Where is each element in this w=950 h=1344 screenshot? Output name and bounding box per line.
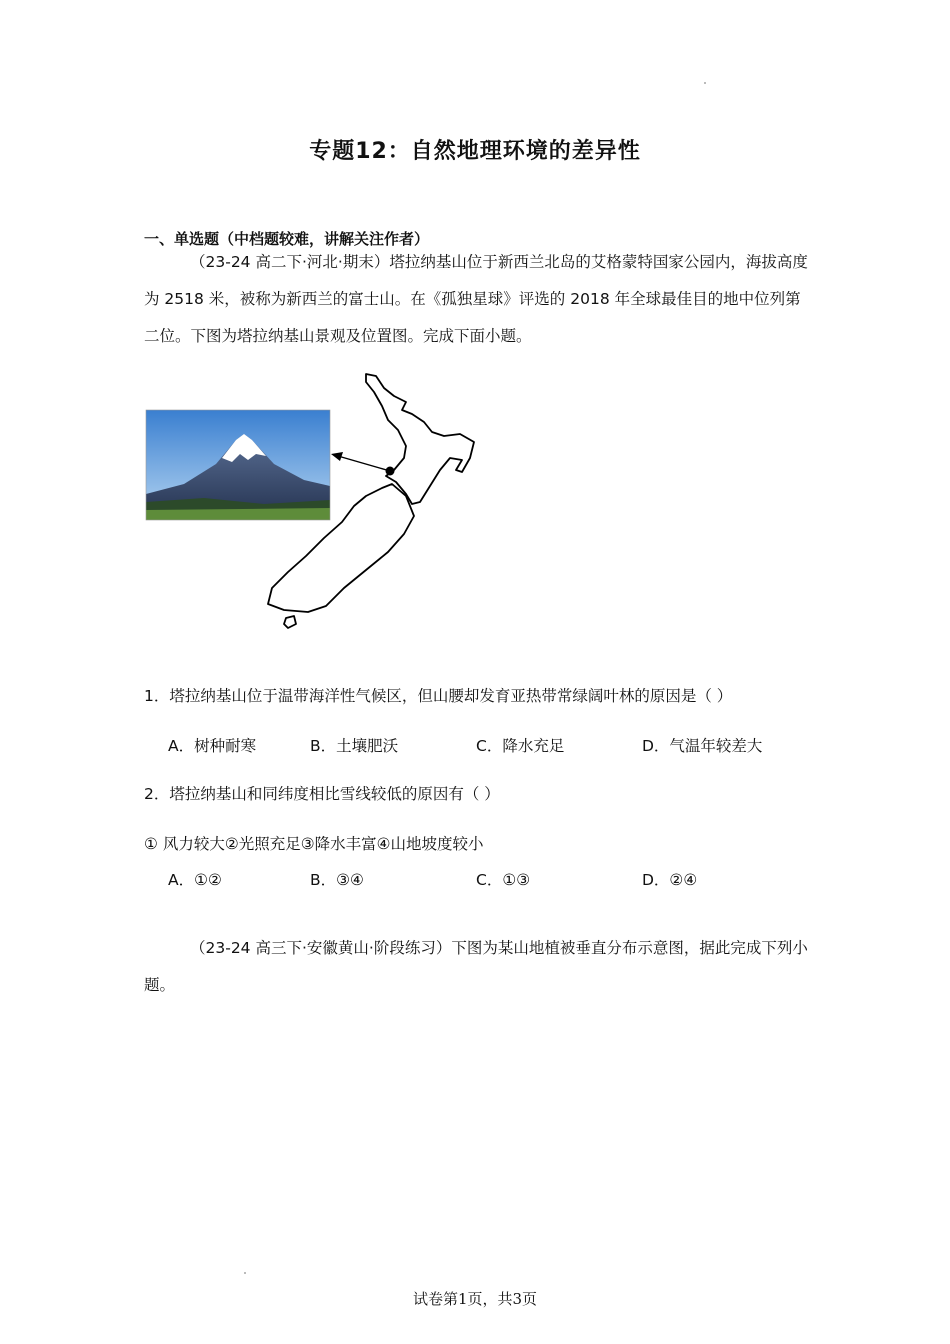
question-2-note: ① 风力较大②光照充足③降水丰富④山地坡度较小	[144, 835, 484, 853]
section-heading: 一、单选题（中档题较难，讲解关注作者）	[144, 230, 430, 248]
q2-option-c: C．①③	[476, 871, 531, 889]
figure-svg	[144, 366, 484, 636]
scan-dot	[244, 1272, 246, 1274]
page-title: 专题12：自然地理环境的差异性	[309, 139, 641, 164]
q1-option-c: C．降水充足	[476, 737, 565, 755]
page-footer: 试卷第1页，共3页	[412, 1290, 538, 1308]
intro-paragraph-2: （23-24 高三下·安徽黄山·阶段练习）下图为某山地植被垂直分布示意图，据此完成下列小题。	[144, 939, 808, 994]
q1-option-a: A．树种耐寒	[168, 737, 257, 755]
q2-option-d: D．②④	[642, 871, 698, 889]
intro-paragraph-1: （23-24 高二下·河北·期末）塔拉纳基山位于新西兰北岛的艾格蒙特国家公园内，海拔高度为 2518 米，被称为新西兰的富士山。在《孤独星球》评选的 2018 年全球最佳目的地中位列第二位。下图为塔拉纳基山景观及位置图。完成下面小题。	[144, 253, 808, 345]
q1-option-d: D．气温年较差大	[642, 737, 763, 755]
location-arrow	[331, 452, 395, 476]
q2-option-b: B．③④	[310, 871, 364, 889]
q1-option-b: B．土壤肥沃	[310, 737, 399, 755]
question-2-stem: 2．塔拉纳基山和同纬度相比雪线较低的原因有（ ）	[144, 785, 500, 803]
scan-dot	[704, 82, 706, 84]
snow-capped-mountain-photo	[146, 410, 330, 520]
figure-mountain-location	[144, 366, 484, 636]
question-1-stem: 1．塔拉纳基山位于温带海洋性气候区，但山腰却发育亚热带常绿阔叶林的原因是（ ）	[144, 687, 733, 705]
q2-option-a: A．①②	[168, 871, 222, 889]
